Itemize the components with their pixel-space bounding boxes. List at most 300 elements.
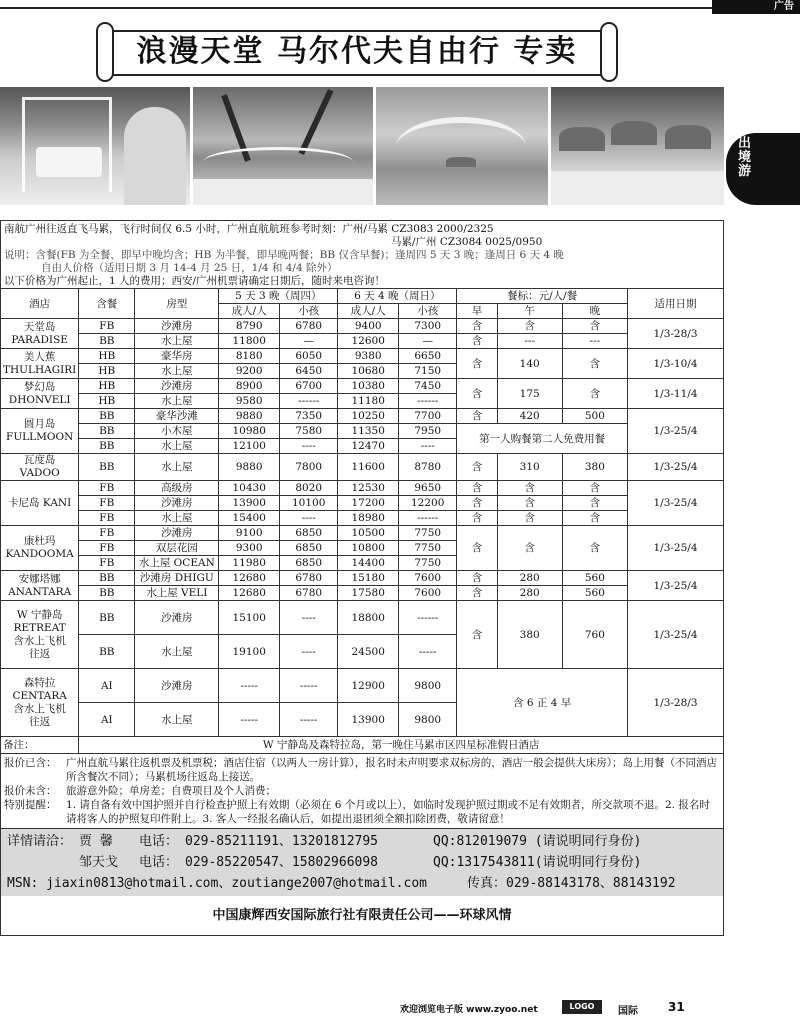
contact-row-3 xyxy=(7,873,717,894)
meal-plan: HB xyxy=(79,394,135,409)
meal-lunch: 380 xyxy=(497,601,562,669)
hotel-name-line: RETREAT xyxy=(13,621,66,634)
hotel-name-line: 往返 xyxy=(29,715,51,728)
section-tab-outbound xyxy=(726,133,800,205)
price-6d-adult: 10250 xyxy=(338,409,399,424)
meal-breakfast: 含 xyxy=(457,571,497,586)
bed-shape xyxy=(36,147,102,177)
room-type: 水上屋 xyxy=(135,703,219,737)
title-banner xyxy=(96,22,618,82)
table-row xyxy=(1,379,724,394)
meal-plan: FB xyxy=(79,319,135,334)
contact-tel: 029-85211191、13201812795 xyxy=(185,834,379,849)
photo-romantic-bed xyxy=(0,87,190,205)
meal-breakfast: 含 xyxy=(457,349,497,379)
meal-lunch: 420 xyxy=(497,409,562,424)
price-5d-child: ----- xyxy=(280,669,338,703)
price-5d-child: 6050 xyxy=(280,349,338,364)
price-5d-adult: 9100 xyxy=(219,526,280,541)
hotel-name-line: 康杜玛 xyxy=(23,535,56,547)
price-5d-adult: ----- xyxy=(219,669,280,703)
price-5d-adult: 9580 xyxy=(219,394,280,409)
price-5d-adult: ----- xyxy=(219,703,280,737)
hotel-name xyxy=(1,409,79,454)
meal-plan: FB xyxy=(79,556,135,571)
price-6d-adult: 11350 xyxy=(338,424,399,439)
price-included-label: 报价已含： xyxy=(4,757,57,769)
hotel-name xyxy=(1,454,79,481)
contact-label: 详情请洽： xyxy=(7,834,73,849)
hotel-name-line: 瓦度岛 xyxy=(23,454,56,466)
meal-plan: HB xyxy=(79,379,135,394)
table-row xyxy=(1,454,724,481)
note-row xyxy=(1,737,724,754)
hotel-name-line: 含水上飞机 xyxy=(13,702,66,715)
photo-beach-huts xyxy=(551,87,724,205)
company-name: 中国康辉西安国际旅行社有限责任公司——环球风情 xyxy=(0,896,723,936)
price-5d-child: ---- xyxy=(280,635,338,669)
price-6d-child: 7300 xyxy=(399,319,457,334)
photo-palm-beach xyxy=(193,87,373,205)
meal-breakfast: 含 xyxy=(457,511,497,526)
meal-plan: HB xyxy=(79,349,135,364)
price-5d-child: 6700 xyxy=(280,379,338,394)
header-row xyxy=(1,289,724,304)
price-6d-child: ---- xyxy=(399,439,457,454)
room-type: 高级房 xyxy=(135,481,219,496)
meal-plan: BB xyxy=(79,571,135,586)
price-5d-adult: 15100 xyxy=(219,601,280,635)
price-excluded-text: 旅游意外险；单房差；自费项目及个人消费； xyxy=(66,785,276,797)
meal-note: 第一人购餐第二人免费用餐 xyxy=(457,424,628,454)
meal-dinner: 含 xyxy=(562,496,627,511)
hotel-name xyxy=(1,481,79,526)
price-6d-child: 7150 xyxy=(399,364,457,379)
hotel-name-line: 天堂岛 xyxy=(23,320,56,333)
room-type: 水上屋 xyxy=(135,334,219,349)
page-footer xyxy=(400,1000,800,1016)
header-date: 适用日期 xyxy=(628,289,724,319)
special-notice-label: 特别提醒： xyxy=(4,799,57,811)
valid-dates: 1/3-25/4 xyxy=(628,481,724,526)
table-row xyxy=(1,669,724,703)
hut-shape xyxy=(611,121,657,145)
meal-breakfast: 含 xyxy=(457,379,497,409)
hotel-name-line: 森特拉 xyxy=(23,676,56,689)
price-6d-child: — xyxy=(399,334,457,349)
price-5d-adult: 13900 xyxy=(219,496,280,511)
meal-lunch: 175 xyxy=(497,379,562,409)
price-6d-child: 7700 xyxy=(399,409,457,424)
sand-shape xyxy=(193,179,373,205)
price-6d-adult: 18800 xyxy=(338,601,399,635)
price-5d-child: 6780 xyxy=(280,319,338,334)
price-5d-adult: 10430 xyxy=(219,481,280,496)
contact-block xyxy=(0,828,723,896)
price-5d-adult: 8790 xyxy=(219,319,280,334)
header-lunch: 午 xyxy=(497,304,562,319)
table-row xyxy=(1,496,724,511)
room-type: 沙滩房 xyxy=(135,379,219,394)
price-5d-child: 6780 xyxy=(280,571,338,586)
price-6d-child: 7600 xyxy=(399,586,457,601)
wave-shape xyxy=(203,147,353,177)
price-5d-adult: 9200 xyxy=(219,364,280,379)
contact-qq: QQ:812019079 (请说明同行身份) xyxy=(433,834,642,849)
price-5d-adult: 11980 xyxy=(219,556,280,571)
side-tab-char: 境 xyxy=(738,150,752,165)
meal-dinner: 含 xyxy=(562,511,627,526)
flight-info-return: 马累/广州 CZ3084 0025/0950 xyxy=(391,236,543,248)
hotel-name-line: FULLMOON xyxy=(6,431,74,443)
hotel-name-line: 美人蕉 xyxy=(23,350,56,363)
price-5d-adult: 15400 xyxy=(219,511,280,526)
header-meal-standard: 餐标：元/人/餐 xyxy=(457,289,628,304)
price-6d-adult: 15180 xyxy=(338,571,399,586)
meal-lunch: 含 xyxy=(497,496,562,511)
price-6d-child: 6650 xyxy=(399,349,457,364)
meal-plan: AI xyxy=(79,669,135,703)
room-type: 小木屋 xyxy=(135,424,219,439)
contact-name: 邹天戈 xyxy=(79,855,119,870)
price-6d-child: ------ xyxy=(399,601,457,635)
header-adult: 成人/人 xyxy=(338,304,399,319)
room-type: 沙滩房 xyxy=(135,601,219,635)
price-5d-child: 6780 xyxy=(280,586,338,601)
contact-row-2 xyxy=(7,852,717,873)
meal-dinner: 含 xyxy=(562,481,627,496)
valid-dates: 1/3-28/3 xyxy=(628,669,724,737)
meal-plan: FB xyxy=(79,541,135,556)
table-row xyxy=(1,601,724,635)
price-5d-adult: 12680 xyxy=(219,571,280,586)
hotel-name-line: DHONVELI xyxy=(8,393,71,406)
side-tab-char: 游 xyxy=(738,164,752,179)
meal-breakfast: 含 xyxy=(457,481,497,496)
meal-plan: FB xyxy=(79,526,135,541)
price-6d-adult: 9400 xyxy=(338,319,399,334)
meal-dinner: 760 xyxy=(562,601,627,669)
price-5d-adult: 8180 xyxy=(219,349,280,364)
hotel-name xyxy=(1,571,79,601)
contact-tel-label: 电话： xyxy=(139,855,179,870)
price-5d-adult: 8900 xyxy=(219,379,280,394)
price-6d-child: 9800 xyxy=(399,703,457,737)
header-5d3n: 5 天 3 晚（周四） xyxy=(219,289,338,304)
meal-plan: BB xyxy=(79,601,135,635)
meal-dinner: 380 xyxy=(562,454,627,481)
price-6d-adult: 12600 xyxy=(338,334,399,349)
price-5d-child: 7350 xyxy=(280,409,338,424)
meal-plan: FB xyxy=(79,496,135,511)
room-type: 豪华房 xyxy=(135,349,219,364)
contact-name: 贾 馨 xyxy=(79,834,113,849)
meal-dinner: 500 xyxy=(562,409,627,424)
header-child: 小孩 xyxy=(280,304,338,319)
price-6d-child: ----- xyxy=(399,635,457,669)
valid-dates: 1/3-28/3 xyxy=(628,319,724,349)
special-notice xyxy=(1,798,723,828)
price-6d-child: 7750 xyxy=(399,556,457,571)
price-excluded-label: 报价未含： xyxy=(4,785,57,797)
footer-section: 国际 xyxy=(618,1006,638,1017)
hotel-name-line: 卡尼岛 KANI xyxy=(8,496,72,509)
table-row xyxy=(1,319,724,334)
table-row xyxy=(1,409,724,424)
price-5d-child: 8020 xyxy=(280,481,338,496)
price-5d-child: ------ xyxy=(280,394,338,409)
contact-row-1 xyxy=(7,831,717,852)
header-meal: 含餐 xyxy=(79,289,135,319)
price-5d-child: 7580 xyxy=(280,424,338,439)
table-row xyxy=(1,334,724,349)
hut-shape xyxy=(559,127,605,151)
valid-dates: 1/3-25/4 xyxy=(628,571,724,601)
footer-brand: 欢迎浏览电子版 www.zyoo.net xyxy=(400,1005,538,1015)
price-5d-child: 6850 xyxy=(280,526,338,541)
price-6d-adult: 12900 xyxy=(338,669,399,703)
price-5d-adult: 10980 xyxy=(219,424,280,439)
price-6d-child: 7600 xyxy=(399,571,457,586)
meal-dinner: 含 xyxy=(562,379,627,409)
room-type: 水上屋 xyxy=(135,364,219,379)
price-5d-adult: 12680 xyxy=(219,586,280,601)
price-5d-child: 10100 xyxy=(280,496,338,511)
ad-tag: 广告 xyxy=(712,0,800,14)
meal-dinner: 含 xyxy=(562,526,627,571)
price-included xyxy=(1,754,723,784)
price-6d-child: ------ xyxy=(399,394,457,409)
hotel-name-line: 安娜塔娜 xyxy=(18,572,61,585)
price-6d-adult: 9380 xyxy=(338,349,399,364)
hut-shape xyxy=(665,125,711,149)
meal-lunch: 280 xyxy=(497,571,562,586)
main-content xyxy=(0,220,724,936)
contact-tel-label: 电话： xyxy=(139,834,179,849)
hotel-name-line: ANANTARA xyxy=(8,585,72,598)
meal-breakfast: 含 xyxy=(457,454,497,481)
price-6d-adult: 11600 xyxy=(338,454,399,481)
valid-dates: 1/3-25/4 xyxy=(628,454,724,481)
price-6d-child: 7450 xyxy=(399,379,457,394)
price-6d-adult: 17200 xyxy=(338,496,399,511)
price-6d-adult: 14400 xyxy=(338,556,399,571)
valid-dates: 1/3-10/4 xyxy=(628,349,724,379)
price-6d-adult: 10500 xyxy=(338,526,399,541)
hotel-name-line: 含水上飞机 xyxy=(13,634,66,647)
meal-dinner: --- xyxy=(562,334,627,349)
valid-dates: 1/3-11/4 xyxy=(628,379,724,409)
hotel-name xyxy=(1,379,79,409)
price-6d-adult: 12530 xyxy=(338,481,399,496)
price-5d-child: ---- xyxy=(280,511,338,526)
meal-explanation: 说明：含餐(FB 为全餐，即早中晚均含；HB 为半餐，即早晚两餐；BB 仅含早餐)；逢周四 5 天 3 晚；逢周日 6 天 4 晚 xyxy=(4,249,564,261)
couple-shape xyxy=(124,107,186,205)
header-child: 小孩 xyxy=(399,304,457,319)
meal-lunch: --- xyxy=(497,334,562,349)
price-5d-child: 6850 xyxy=(280,541,338,556)
island-shape xyxy=(396,117,526,177)
meal-plan: BB xyxy=(79,334,135,349)
price-included-text: 广州直航马累往返机票及机票税；酒店住宿（以两人一房计算），报名时未声明要求双标房的，酒店一般会提供大床房）；岛上用餐（不同酒店所含餐次不同）；马累机场往返岛上接送。 xyxy=(66,757,717,783)
contact-qq: QQ:1317543811(请说明同行身份) xyxy=(433,855,642,870)
remarks-block xyxy=(0,754,723,828)
valid-dates: 1/3-25/4 xyxy=(628,409,724,454)
meal-breakfast: 含 xyxy=(457,319,497,334)
price-6d-child: ------ xyxy=(399,511,457,526)
meal-lunch: 含 xyxy=(497,511,562,526)
contact-tel: 029-85220547、15802966098 xyxy=(185,855,379,870)
header-hotel: 酒店 xyxy=(1,289,79,319)
meal-breakfast: 含 xyxy=(457,334,497,349)
note-text: W 宁静岛及森特拉岛，第一晚住马累市区四星标准假日酒店 xyxy=(79,737,724,754)
meal-breakfast: 含 xyxy=(457,526,497,571)
hotel-name-line: PARADISE xyxy=(11,333,68,346)
header-adult: 成人/人 xyxy=(219,304,280,319)
meal-plan: AI xyxy=(79,703,135,737)
price-6d-adult: 24500 xyxy=(338,635,399,669)
room-type: 水上屋 VELI xyxy=(135,586,219,601)
meal-lunch: 含 xyxy=(497,526,562,571)
room-type: 双层花园 xyxy=(135,541,219,556)
price-6d-adult: 12470 xyxy=(338,439,399,454)
contact-spacer xyxy=(7,852,79,873)
flight-info: 南航广州往返直飞马累，飞行时间仅 6.5 小时，广州直航航班参考时刻：广州/马累 CZ3083 2000/2325 xyxy=(4,223,494,235)
meal-note: 含 6 正 4 早 xyxy=(457,669,628,737)
price-6d-adult: 10800 xyxy=(338,541,399,556)
meal-lunch: 含 xyxy=(497,481,562,496)
meal-lunch: 280 xyxy=(497,586,562,601)
meal-plan: HB xyxy=(79,364,135,379)
canopy-bed-shape xyxy=(22,97,112,192)
room-type: 沙滩房 xyxy=(135,319,219,334)
scroll-curl-left xyxy=(96,22,114,82)
room-type: 水上屋 xyxy=(135,511,219,526)
header-breakfast: 早 xyxy=(457,304,497,319)
hotel-name xyxy=(1,669,79,737)
header-6d4n: 6 天 4 晚（周日） xyxy=(338,289,457,304)
sand-shape xyxy=(551,171,724,205)
meal-breakfast: 含 xyxy=(457,586,497,601)
table-row xyxy=(1,349,724,364)
room-type: 水上屋 xyxy=(135,394,219,409)
info-block xyxy=(0,221,723,288)
price-6d-child: 7950 xyxy=(399,424,457,439)
price-6d-child: 8780 xyxy=(399,454,457,481)
meal-dinner: 含 xyxy=(562,349,627,379)
room-type: 沙滩房 xyxy=(135,496,219,511)
meal-breakfast: 含 xyxy=(457,409,497,424)
hotel-name-line: W 宁静岛 xyxy=(16,608,63,621)
water-villa-shape xyxy=(446,157,476,167)
meal-dinner: 含 xyxy=(562,319,627,334)
contact-msn: MSN: jiaxin0813@hotmail.com、zoutiange2007@hotmail.com xyxy=(7,876,427,891)
table-row xyxy=(1,481,724,496)
room-type: 水上屋 OCEAN xyxy=(135,556,219,571)
price-6d-child: 9800 xyxy=(399,669,457,703)
hotel-name xyxy=(1,319,79,349)
page-title: 浪漫天堂 马尔代夫自由行 专卖 xyxy=(136,34,578,69)
room-type: 水上屋 xyxy=(135,454,219,481)
table-row xyxy=(1,424,724,439)
photo-strip xyxy=(0,87,724,205)
table-row xyxy=(1,571,724,586)
hotel-name xyxy=(1,601,79,669)
valid-dates: 1/3-25/4 xyxy=(628,601,724,669)
meal-plan: FB xyxy=(79,511,135,526)
hotel-name-line: VADOO xyxy=(19,467,60,479)
meal-dinner: 560 xyxy=(562,586,627,601)
price-5d-adult: 19100 xyxy=(219,635,280,669)
price-5d-adult: 9880 xyxy=(219,454,280,481)
palm-shape xyxy=(298,89,333,155)
price-5d-child: 6450 xyxy=(280,364,338,379)
hotel-name-line: KANDOOMA xyxy=(5,548,74,560)
price-6d-adult: 13900 xyxy=(338,703,399,737)
room-type: 水上屋 xyxy=(135,439,219,454)
price-6d-adult: 18980 xyxy=(338,511,399,526)
header-room: 房型 xyxy=(135,289,219,319)
room-type: 水上屋 xyxy=(135,635,219,669)
meal-lunch: 140 xyxy=(497,349,562,379)
room-type: 沙滩房 xyxy=(135,669,219,703)
table-row xyxy=(1,511,724,526)
price-6d-adult: 17580 xyxy=(338,586,399,601)
meal-plan: BB xyxy=(79,454,135,481)
hotel-name xyxy=(1,349,79,379)
footer-logo: LOGO xyxy=(562,1000,602,1014)
price-5d-child: 7800 xyxy=(280,454,338,481)
meal-plan: FB xyxy=(79,481,135,496)
header-dinner: 晚 xyxy=(562,304,627,319)
price-6d-adult: 10380 xyxy=(338,379,399,394)
meal-dinner: 560 xyxy=(562,571,627,586)
page-number: 31 xyxy=(668,1000,685,1014)
meal-breakfast: 含 xyxy=(457,601,497,669)
meal-breakfast: 含 xyxy=(457,496,497,511)
hotel-name-line: 梦幻岛 xyxy=(23,380,56,393)
price-5d-adult: 9880 xyxy=(219,409,280,424)
room-type: 豪华沙滩 xyxy=(135,409,219,424)
hotel-name-line: 往返 xyxy=(29,647,51,660)
price-5d-child: 6850 xyxy=(280,556,338,571)
room-type: 沙滩房 DHIGU xyxy=(135,571,219,586)
side-tab-char: 出 xyxy=(738,136,752,151)
photo-aerial-island xyxy=(376,87,548,205)
meal-plan: BB xyxy=(79,409,135,424)
table-row xyxy=(1,526,724,541)
price-basis: 以下价格为广州起止，1 人的费用；西安/广州机票请确定日期后，随时来电咨询！ xyxy=(4,275,386,287)
meal-plan: BB xyxy=(79,586,135,601)
price-5d-adult: 9300 xyxy=(219,541,280,556)
price-table xyxy=(0,288,724,754)
contact-fax: 传真：029-88143178、88143192 xyxy=(467,876,676,891)
scroll-curl-right xyxy=(600,22,618,82)
room-type: 沙滩房 xyxy=(135,526,219,541)
valid-dates: 1/3-25/4 xyxy=(628,526,724,571)
price-6d-child: 12200 xyxy=(399,496,457,511)
price-excluded xyxy=(1,784,723,798)
price-5d-adult: 12100 xyxy=(219,439,280,454)
meal-plan: BB xyxy=(79,439,135,454)
price-5d-child: — xyxy=(280,334,338,349)
price-5d-child: ----- xyxy=(280,703,338,737)
price-validity: 自由人价格（适用日期 3 月 14-4 月 25 日，1/4 和 4/4 除外） xyxy=(41,262,338,274)
price-6d-adult: 10680 xyxy=(338,364,399,379)
meal-lunch: 310 xyxy=(497,454,562,481)
meal-plan: BB xyxy=(79,635,135,669)
hotel-name-line: 圆月岛 xyxy=(23,418,56,430)
